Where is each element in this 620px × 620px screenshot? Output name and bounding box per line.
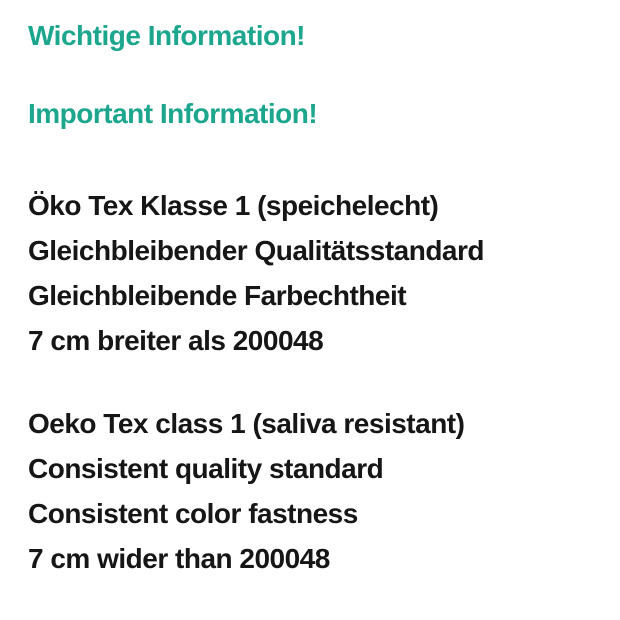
english-text-block [28, 401, 600, 581]
heading-english: Important Information! [28, 98, 318, 129]
english-line-width: 7 cm wider than 200048 [28, 543, 330, 574]
german-text-block [28, 183, 600, 363]
english-line-quality: Consistent quality standard [28, 453, 384, 484]
german-line-quality: Gleichbleibender Qualitätsstandard [28, 235, 485, 266]
english-line-oeko-tex: Oeko Tex class 1 (saliva resistant) [28, 408, 465, 439]
german-line-width: 7 cm breiter als 200048 [28, 325, 324, 356]
english-line-color-fastness: Consistent color fastness [28, 498, 358, 529]
german-line-oeko-tex: Öko Tex Klasse 1 (speichelecht) [28, 190, 439, 221]
heading-german: Wichtige Information! [28, 20, 306, 51]
german-line-color-fastness: Gleichbleibende Farbechtheit [28, 280, 407, 311]
